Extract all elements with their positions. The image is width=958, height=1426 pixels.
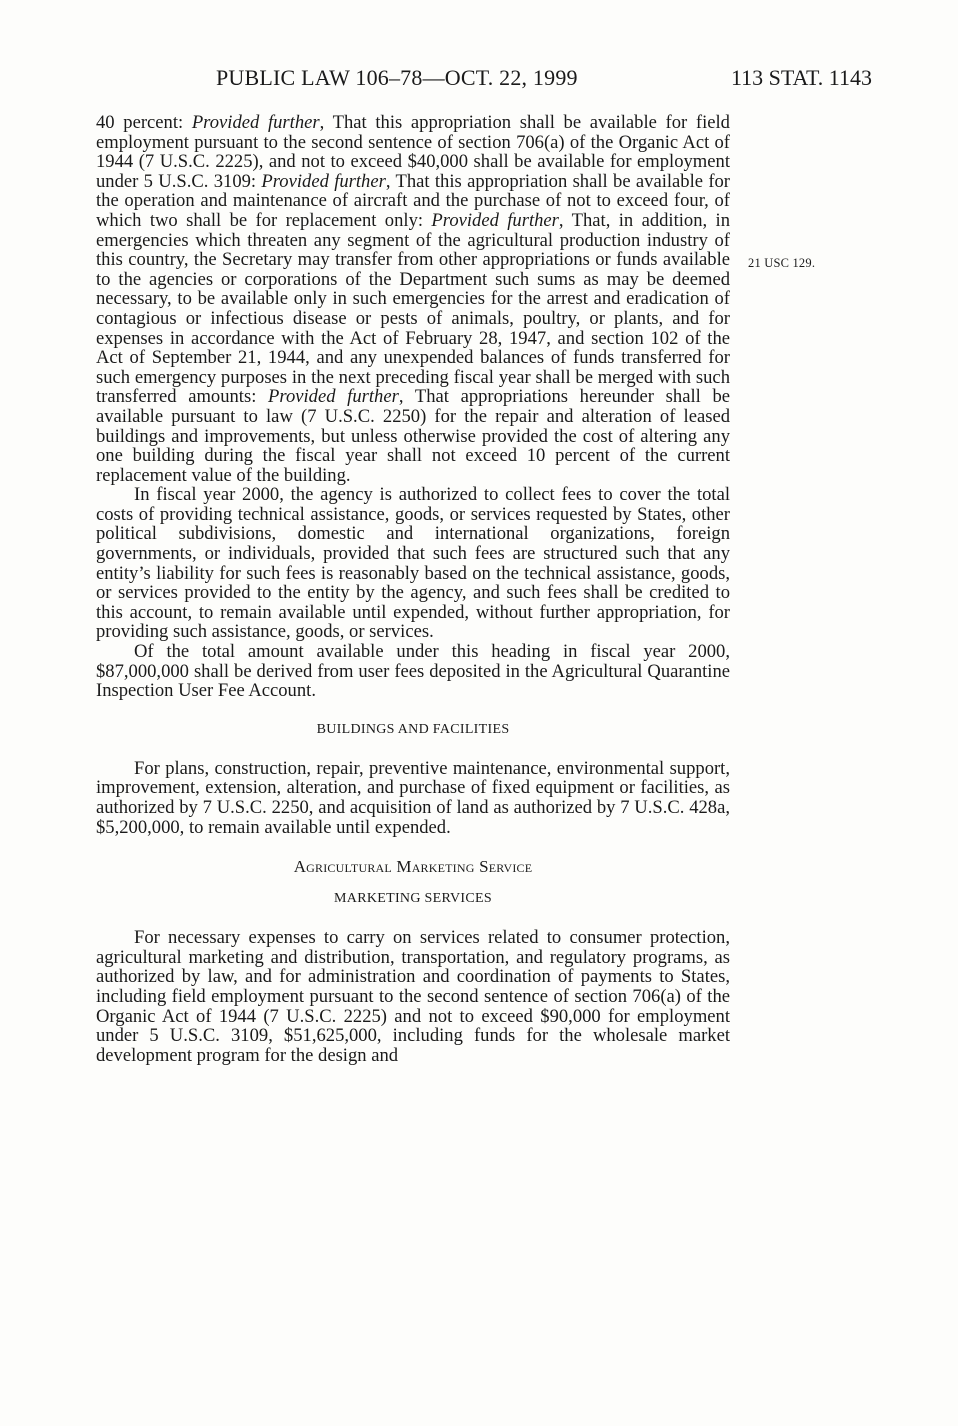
header-stat-citation: 113 STAT. 1143 (730, 65, 872, 90)
proviso-phrase: Provided further (191, 112, 320, 133)
proviso-phrase: Provided further (431, 209, 559, 231)
section-heading-buildings: BUILDINGS AND FACILITIES (316, 721, 510, 737)
paragraph-provisos (96, 113, 730, 485)
proviso-phrase: Provided further (261, 170, 386, 192)
proviso-phrase: Provided further (268, 386, 399, 408)
text-run: 40 percent: (96, 112, 192, 133)
paragraph-buildings: For plans, construction, repair, preventive maintenance, environmental support, improvement, extension, alteration, and purchase of fixed equipment or facilities, as authorized by 7 U.S.C. 2250, and acquisition of land as authorized by 7 U.S.C. 428a, $5,200,000, to remain available until expended. (96, 757, 730, 838)
text-run: , That, in addition, in emergencies which threaten any segment of the agricultural production industry of this country, the Secretary may transfer from other appropriations or funds available to the agencies or corporations of the Department such sums as may be deemed necessary, to be available only in such emergencies for the arrest and eradication of contagious or infectious disease or pests of animals, poultry, or plants, and for expenses in accordance with the Act of February 28, 1947, and section 102 of the Act of September 21, 1944, and any unexpended balances of funds transferred for such emergency purposes in the next preceding fiscal year shall be merged with such transferred amounts: (96, 209, 730, 408)
body-text (96, 113, 730, 1065)
margin-citation: 21 USC 129. (748, 256, 816, 270)
agency-heading: Agricultural Marketing Service (293, 857, 533, 877)
paragraph-fees: In fiscal year 2000, the agency is authorized to collect fees to cover the total costs of providing technical assistance, goods, or services requested by States, other political subdivisions, domestic and international organizations, foreign governments, or individuals, provided that such fees are structured such that any entity’s liability for such fees is reasonably based on the technical assistance, goods, or services provided to the entity by the agency, and such fees shall be credited to this account, to remain available until expended, without further appropriation, for providing such assistance, goods, or services. (96, 484, 730, 643)
paragraph-user-fees: Of the total amount available under this heading in fiscal year 2000, $87,000,000 shall be derived from user fees deposited in the Agricultural Quarantine Inspection User Fee Account. (96, 641, 730, 702)
text-run: , That this appropriation shall be available for field employment pursuant to the second sentence of section 706(a) of the Organic Act of 1944 (7 U.S.C. 2225), and not to exceed $40,000 shall be available for employment under 5 U.S.C. 3109: (96, 112, 730, 192)
section-heading-marketing: MARKETING SERVICES (334, 891, 492, 907)
text-run: , That appropriations hereunder shall be available pursuant to law (7 U.S.C. 2250) for the repair and alteration of leased buildings and improvements, but unless otherwise provided the cost of altering any one building during the fiscal year shall not exceed 10 percent of the current replacement value of the building. (96, 386, 730, 486)
paragraph-marketing: For necessary expenses to carry on services related to consumer protection, agricultural marketing and distribution, transportation, and regulatory programs, as authorized by law, and for administration and coordination of payments to States, including field employment pursuant to the second sentence of section 706(a) of the Organic Act of 1944 (7 U.S.C. 2225) and not to exceed $90,000 for employment under 5 U.S.C. 3109, $51,625,000, including funds for the wholesale market development program for the design and (96, 927, 730, 1066)
text-run: , That this appropriation shall be available for the operation and maintenance of aircraft and the purchase of not to exceed four, of which two shall be for replacement only: (96, 170, 730, 231)
header-title: PUBLIC LAW 106–78—OCT. 22, 1999 (216, 65, 578, 90)
